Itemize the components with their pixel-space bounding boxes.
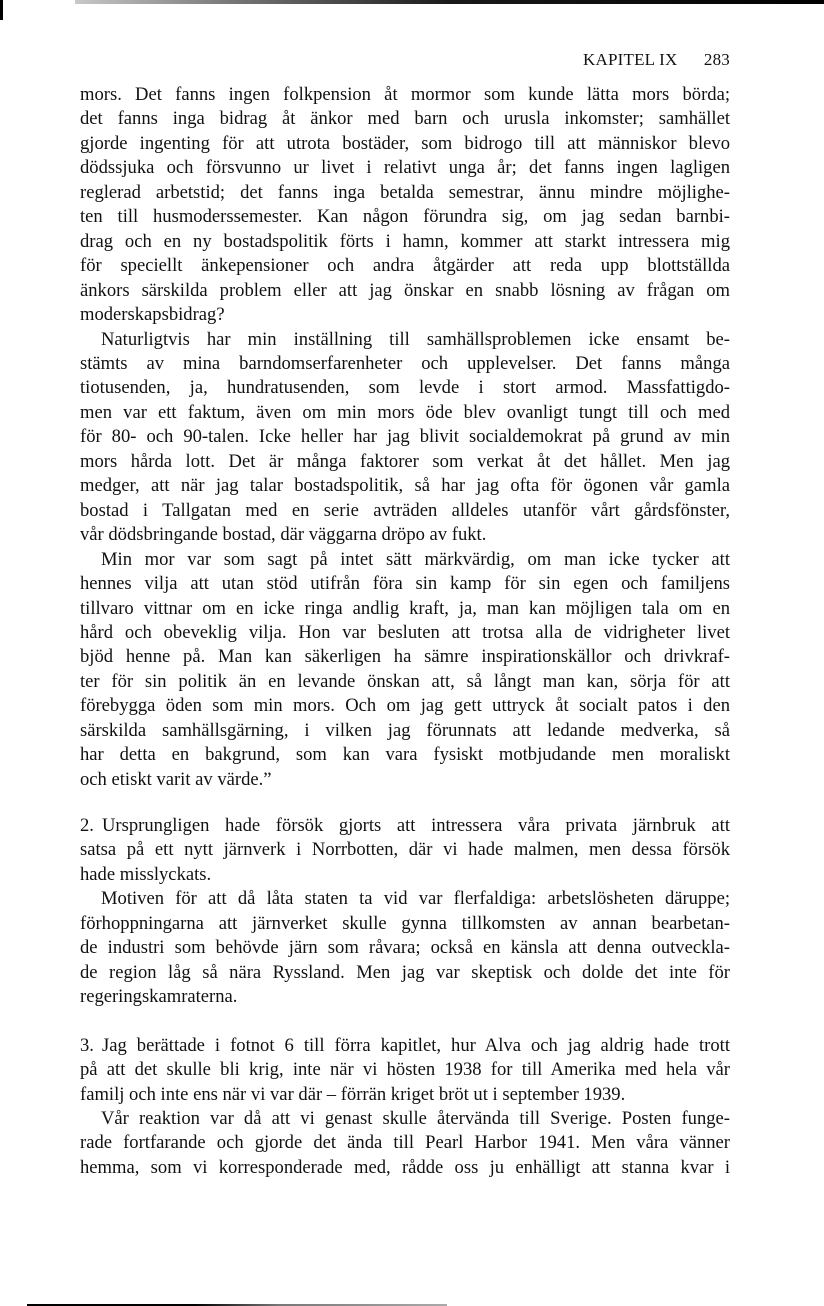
- note-text: Ursprungligen hade försök gjorts att intressera våra privata järnbruk att: [102, 815, 730, 836]
- text-line: rade fortfarande och gjorde det ända till Pearl Harbor 1941. Men våra vänner: [80, 1132, 730, 1154]
- text-line: drag och en ny bostadspolitik förts i hamn, kommer att starkt intressera mig: [80, 230, 730, 252]
- text-line: reglerad arbetstid; det fanns inga betalda semestrar, ännu mindre möjlighe-: [80, 181, 730, 203]
- body-text: [80, 83, 730, 792]
- text-line: hade misslyckats.: [80, 863, 212, 885]
- paragraph-start-line: Naturligtvis har min inställning till samhällsproblemen icke ensamt be-: [101, 328, 730, 350]
- text-line: förebygga öden som min mors. Och om jag gett uttryck åt socialt patos i den: [80, 695, 730, 717]
- text-line: hård och obeveklig vilja. Hon var besluten att trotsa alla de vidrigheter livet: [80, 621, 730, 643]
- text-line: stämts av mina barndomserfarenheter och upplevelser. Det fanns många: [80, 352, 730, 374]
- running-head: [583, 50, 730, 70]
- text-line: för 80- och 90-talen. Icke heller har jag blivit socialdemokrat på grund av min: [80, 426, 730, 448]
- text-line: hennes vilja att utan stöd utifrån föra sin kamp för sin egen och familjens: [80, 573, 730, 595]
- page-number: 283: [703, 50, 730, 69]
- text-line: familj och inte ens när vi var där – förrän kriget bröt ut i september 1939.: [80, 1083, 626, 1105]
- text-line: har detta en bakgrund, som kan vara fysiskt motbjudande men moraliskt: [80, 744, 730, 766]
- scan-edge-left: [0, 0, 3, 20]
- chapter-title: KAPITEL IX: [583, 50, 678, 69]
- endnotes: [80, 814, 730, 1204]
- text-line: särskilda samhällsgärning, i vilken jag förunnats att ledande medverka, så: [80, 719, 730, 741]
- text-line: mors. Det fanns ingen folkpension åt mormor som kunde lätta mors börda;: [80, 84, 730, 105]
- text-line: förhoppningarna att järnverket skulle gynna tillkomsten av annan bearbetan-: [80, 912, 730, 934]
- text-line: och etiskt varit av värde.”: [80, 768, 272, 790]
- paragraph-start-line: Min mor var som sagt på intet sätt märkvärdig, om man icke tycker att: [101, 548, 730, 570]
- paragraph-start-line: Motiven för att då låta staten ta vid var flerfaldiga: arbetslösheten däruppe;: [101, 888, 730, 910]
- text-line: vår dödsbringande bostad, där väggarna dröpo av fukt.: [80, 524, 487, 546]
- scan-edge-top: [75, 0, 824, 4]
- text-line: men var ett faktum, även om min mors öde blev ovanligt tungt till och med: [80, 401, 730, 423]
- text-line: medger, att när jag talar bostadspolitik, så har jag ofta för ögonen vår gamla: [80, 475, 730, 497]
- text-line: bostad i Tallgatan med en serie avträden alldeles utanför vårt gårdsfönster,: [80, 499, 730, 521]
- endnote-2: [80, 814, 730, 1010]
- note-first-line: [80, 1034, 730, 1058]
- text-line: det fanns inga bidrag åt änkor med barn och urusla inkomster; samhället: [80, 108, 730, 130]
- note-first-line: [80, 814, 730, 838]
- text-line: tillvaro vittnar om en icke ringa andlig kraft, ja, man kan möjligen tala om en: [80, 597, 730, 619]
- text-line: regeringskamraterna.: [80, 986, 238, 1008]
- text-line: gjorde ingenting för att utrota bostäder, som bidrogo till att människor blevo: [80, 132, 730, 154]
- text-line: på att det skulle bli krig, inte när vi hösten 1938 for till Amerika med hela vår: [80, 1059, 730, 1081]
- text-line: moderskapsbidrag?: [80, 304, 225, 326]
- text-line: satsa på ett nytt järnverk i Norrbotten, där vi hade malmen, men dessa försök: [80, 839, 730, 861]
- text-line: mors hårda lott. Det är många faktorer som verkat åt det hållet. Men jag: [80, 450, 730, 472]
- text-line: ten till husmoderssemester. Kan någon förundra sig, om jag sedan barnbi-: [80, 206, 730, 228]
- text-line: de industri som behövde järn som råvara; också en känsla att denna outveckla-: [80, 937, 730, 959]
- text-line: tiotusenden, ja, hundratusenden, som levde i stort armod. Massfattigdo-: [80, 377, 730, 399]
- text-line: dödssjuka och försvunno ur livet i relativt unga år; det fanns ingen lagligen: [80, 157, 730, 179]
- endnote-3: [80, 1034, 730, 1181]
- text-line: änkors särskilda problem eller att jag önskar en snabb lösning av frågan om: [80, 279, 730, 301]
- paragraph-start-line: Vår reaktion var då att vi genast skulle återvända till Sverige. Posten funge-: [101, 1107, 730, 1129]
- note-text: Jag berättade i fotnot 6 till förra kapitlet, hur Alva och jag aldrig hade trott: [102, 1034, 730, 1056]
- text-line: de region låg så nära Ryssland. Men jag var skeptisk och dolde det inte för: [80, 961, 730, 983]
- text-line: ter för sin politik än en levande önskan att, så långt man kan, sörja för att: [80, 670, 730, 692]
- text-line: hemma, som vi korresponderade med, rådde oss ju enhälligt att stanna kvar i: [80, 1156, 730, 1178]
- text-line: för speciellt änkepensioner och andra åtgärder att reda upp blottställda: [80, 255, 730, 277]
- note-number: 3.: [80, 1034, 94, 1056]
- text-line: bjöd henne på. Man kan säkerligen ha sämre inspirationskällor och drivkraf-: [80, 646, 730, 668]
- note-number: 2.: [80, 815, 94, 836]
